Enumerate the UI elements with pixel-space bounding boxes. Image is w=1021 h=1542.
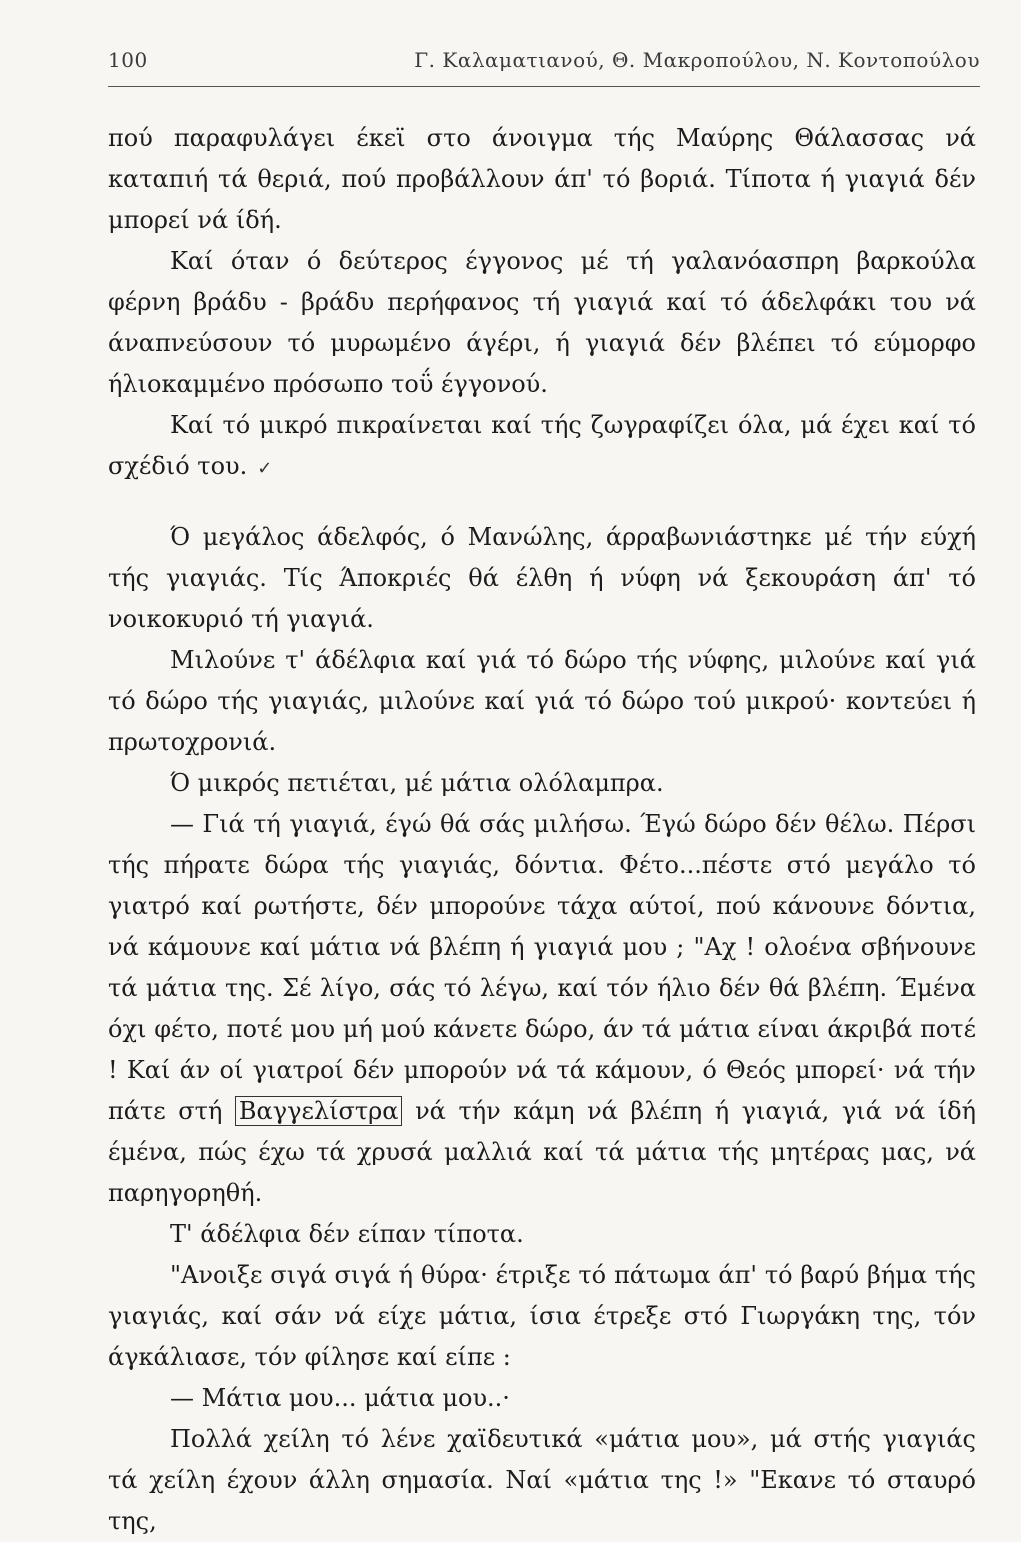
- handwritten-check-mark: ✓: [257, 458, 273, 479]
- paragraph: πού παραφυλάγει έκεϊ στο άνοιγμα τής Μαύρης Θάλασσας νά καταπιή τά θεριά, πού προβάλλουν άπ' τό βοριά. Τίποτα ή γιαγιά δέν μπορεί νά ίδή.: [108, 124, 976, 234]
- paragraph: Ό μικρός πετιέται, μέ μάτια ολόλαμπρα.: [170, 769, 664, 797]
- page-number: 100: [108, 48, 148, 72]
- paragraph: Μιλούνε τ' άδέλφια καί γιά τό δώρο τής νύφης, μιλούνε καί γιά τό δώρο τής γιαγιάς, μιλούνε καί γιά τό δώρο τού μικρού· κοντεύει ή πρωτοχρονιά.: [108, 646, 976, 756]
- paragraph-text: — Γιά τή γιαγιά, έγώ θά σάς μιλήσω. Έγώ δώρο δέν θέλω. Πέρσι τής πήρατε δώρα τής γιαγιάς, δόντια. Φέτο...πέστε στό μεγάλο τό γιατρό καί ρωτήστε, δέν μπορούνε τάχα αύτοί, πού κάνουνε δόντια, νά κάμουνε καί μάτια νά βλέπη ή γιαγιά μου ; "Αχ ! ολοένα σβήνουνε τά μάτια της. Σέ λίγο, σάς τό λέγω, καί τόν ήλιο δέν θά βλέπη. Έμένα όχι φέτο, ποτέ μου μή μού κάνετε δώρο, άν τά μάτια είναι άκριβά ποτέ ! Καί άν οί γιατροί δέν μπορούν νά τά κάμουν, ό Θεός μπορεί· νά τήν πάτε στή: [108, 810, 976, 1125]
- header-rule: [108, 86, 980, 87]
- paragraph: — Μάτια μου... μάτια μου..·: [170, 1384, 510, 1412]
- paragraph: Καί όταν ό δεύτερος έγγονος μέ τή γαλανόασπρη βαρκούλα φέρνη βράδυ - βράδυ περήφανος τή γιαγιά καί τό άδελφάκι του νά άναπνεύσουν τό μυρωμένο άγέρι, ή γιαγιά δέν βλέπει τό εύμορφο ήλιοκαμμένο πρόσωπο τοΰ έγγονού.: [108, 247, 976, 398]
- paragraph: [108, 405, 976, 489]
- paragraph-text: νά τήν κάμη νά βλέπη ή γιαγιά, γιά νά ίδή έμένα, πώς έχω τά χρυσά μαλλιά καί τά μάτια τής μητέρας μας, νά παρηγορηθή.: [108, 1097, 976, 1207]
- paragraph-text: Καί τό μικρό πικραίνεται καί τής ζωγραφίζει όλα, μά έχει καί τό σχέδιό του.: [108, 411, 976, 480]
- header-authors: Γ. Καλαματιανού, Θ. Μακροπούλου, Ν. Κοντοπούλου: [414, 48, 980, 72]
- boxed-word: Βαγγελίστρα: [235, 1096, 403, 1126]
- paragraph: Τ' άδέλφια δέν είπαν τίποτα.: [170, 1220, 524, 1248]
- paragraph: Πολλά χείλη τό λένε χαϊδευτικά «μάτια μου», μά στής γιαγιάς τά χείλη έχουν άλλη σημασία. Ναί «μάτια της !» "Εκανε τό σταυρό της,: [108, 1425, 976, 1535]
- paragraph: [108, 804, 976, 1214]
- running-header: [108, 44, 980, 84]
- paragraph: Ό μεγάλος άδελφός, ό Μανώλης, άρραβωνιάστηκε μέ τήν εύχή τής γιαγιάς. Τίς Άποκριές θά έλθη ή νύφη νά ξεκουράση άπ' τό νοικοκυριό τή γιαγιά.: [108, 523, 976, 633]
- body-text: [108, 118, 976, 1542]
- paragraph: "Ανοιξε σιγά σιγά ή θύρα· έτριξε τό πάτωμα άπ' τό βαρύ βήμα τής γιαγιάς, καί σάν νά είχε μάτια, ίσια έτρεξε στό Γιωργάκη της, τόν άγκάλιασε, τόν φίλησε καί είπε :: [108, 1261, 976, 1371]
